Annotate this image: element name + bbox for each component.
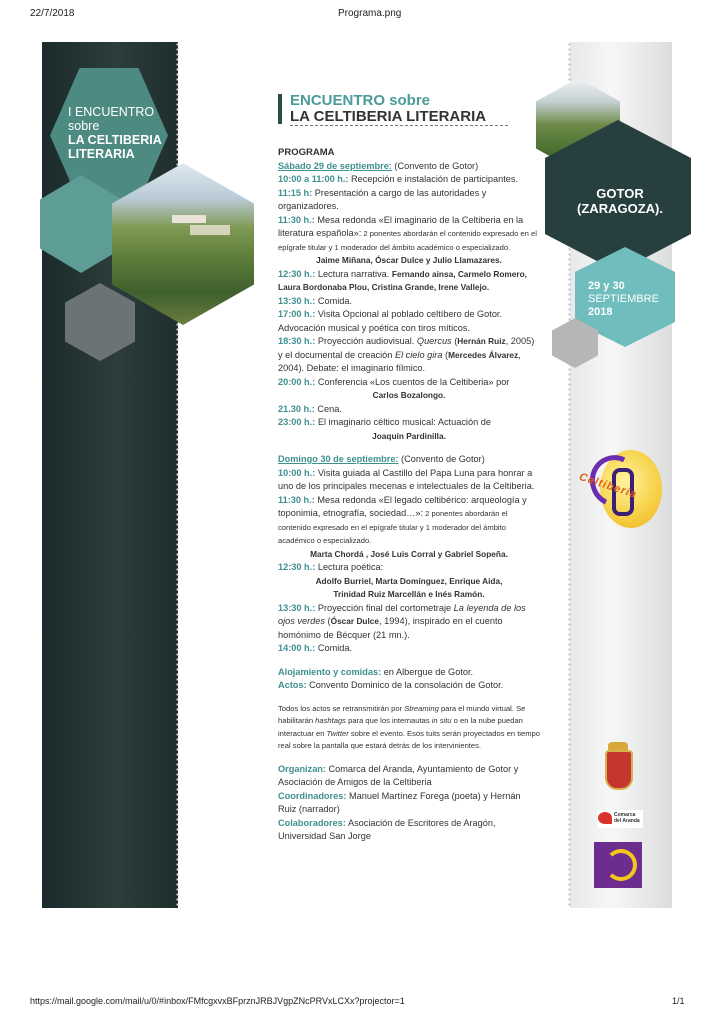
schedule-item: 11:30 h.: Mesa redonda «El imaginario de la Celtiberia en la literatura española»: 2 ponentes abordarán el contenido expresado en el epígrafe titular y 1 moderador del ámbito académico o especializado. xyxy=(278,214,537,252)
title-line-4: LITERARIA xyxy=(68,147,135,161)
gotor-coat-of-arms-crown xyxy=(608,742,628,750)
location-text xyxy=(560,186,680,216)
date-line-1: 29 y 30 xyxy=(588,280,625,292)
speaker-names: Trinidad Ruiz Marcellán e Inés Ramón. xyxy=(333,589,485,599)
streaming-note: Todos los actos se retransmitirán por Streaming para el mundo virtual. Se habilitarán hashtags para que los internautas in situ o en la nube puedan interactuar en Twitter sobre el evento. Esos tuits serán proyectados en tiempo real sobre la pantalla que estará detrás de los intervinientes. xyxy=(278,703,540,750)
speaker-names: Carlos Bozalongo. xyxy=(372,390,446,400)
schedule-item: 13:30 h.: Comida. xyxy=(278,295,353,306)
print-url: https://mail.google.com/mail/u/0/#inbox/FMfcgxvxBFprznJRBJVgpZNcPRVxLCXx?projector=1 xyxy=(30,996,405,1006)
print-page-number: 1/1 xyxy=(672,996,685,1006)
schedule-item: 12:30 h.: Lectura poética: xyxy=(278,562,384,572)
speaker-names: Adolfo Burriel, Marta Domínguez, Enrique Aida, xyxy=(315,575,503,586)
date-line-3: 2018 xyxy=(588,306,613,318)
day1-header: Sábado 29 de septiembre: (Convento de Gotor) xyxy=(278,160,479,171)
coordinators-info: Coordinadores: Manuel Martínez Forega (poeta) y Hernán Ruiz (narrador) xyxy=(278,790,521,814)
print-date: 22/7/2018 xyxy=(30,8,75,19)
schedule-item: 12:30 h.: Lectura narrativa. Fernando ainsa, Carmelo Romero, Laura Bordonaba Plou, Cristina Grande, Irene Vallejo. xyxy=(278,268,527,292)
page-heading-line-1: ENCUENTRO sobre xyxy=(290,92,431,109)
accommodation-info: Alojamiento y comidas: en Albergue de Gotor. xyxy=(278,666,474,677)
program-section xyxy=(278,146,540,844)
writers-association-swirl xyxy=(605,849,637,881)
schedule-item: 20:00 h.: Conferencia «Los cuentos de la Celtiberia» por xyxy=(278,376,510,387)
speaker-names: Marta Chordá , José Luis Corral y Gabriel Sopeña. xyxy=(310,548,508,559)
organizers-info: Organizan: Comarca del Aranda, Ayuntamiento de Gotor y Asociación de Amigos de la Celtiberia xyxy=(278,763,519,787)
page-heading-line-2: LA CELTIBERIA LITERARIA xyxy=(290,108,487,125)
schedule-item: 11:30 h.: Mesa redonda «El legado celtibérico: arqueología y toponimia, etnografía, sociedad…»: 2 ponentes abordarán el contenido expresado en el epígrafe titular y 1 moderador del ámbito académico o especializado. xyxy=(278,494,527,545)
print-title: Programa.png xyxy=(338,8,402,19)
schedule-item: 10:00 a 11:00 h.: Recepción e instalación de participantes. xyxy=(278,174,519,184)
program-label: PROGRAMA xyxy=(278,147,335,158)
title-line-1: I ENCUENTRO xyxy=(68,105,155,119)
venue-info: Actos: Convento Dominico de la consolación de Gotor. xyxy=(278,680,504,690)
speaker-names: Jaime Miñana, Óscar Dulce y Julio Llamazares. xyxy=(316,255,502,265)
schedule-item: 23:00 h.: El imaginario céltico musical: Actuación de xyxy=(278,417,491,427)
title-line-3: LA CELTIBERIA xyxy=(68,133,162,147)
day2-header: Domingo 30 de septiembre: (Convento de Gotor) xyxy=(278,454,485,464)
comarca-aranda-text: Comarca del Aranda xyxy=(614,812,640,824)
date-line-2: SEPTIEMBRE xyxy=(588,293,659,305)
location-line-1: GOTOR xyxy=(596,186,644,201)
schedule-item: 13:30 h.: Proyección final del cortometraje La leyenda de los ojos verdes (Óscar Dulce, 1994), inspirado en el cuento homónimo de Bécquer (21 mn.). xyxy=(278,602,526,640)
schedule-item: 18:30 h.: Proyección audiovisual. Quercus (Hernán Ruiz, 2005) y el documental de creación El cielo gira (Mercedes Álvarez, 2004). Debate: el imaginario fílmico. xyxy=(278,336,535,373)
schedule-item: 17:00 h.: Visita Opcional al poblado celtíbero de Gotor. Advocación musical y poética con tiros míticos. xyxy=(278,309,503,333)
schedule-item: 10:00 h.: Visita guiada al Castillo del Papa Luna para honrar a uno de los principales mecenas e intelectuales de la Celtiberia. xyxy=(278,467,535,491)
location-line-2: (ZARAGOZA). xyxy=(577,201,663,216)
schedule-item: 21.30 h.: Cena. xyxy=(278,403,342,414)
schedule-item: 11:15 h: Presentación a cargo de las autoridades y organizadores. xyxy=(278,187,487,211)
gotor-coat-of-arms xyxy=(605,750,633,790)
heading-accent-bar xyxy=(278,94,282,124)
speaker-names: Joaquín Pardinilla. xyxy=(372,430,446,441)
event-title-block xyxy=(68,105,178,161)
comarca-aranda-mark xyxy=(598,812,612,824)
collaborators-info: Colaboradores: Asociación de Escritores de Aragón, Universidad San Jorge xyxy=(278,817,496,841)
schedule-item: 14:00 h.: Comida. xyxy=(278,643,353,653)
title-line-2: sobre xyxy=(68,119,100,133)
heading-rule xyxy=(290,125,508,126)
celtiberia-logo-word: Celtiberia xyxy=(577,471,639,501)
date-text xyxy=(588,280,673,319)
